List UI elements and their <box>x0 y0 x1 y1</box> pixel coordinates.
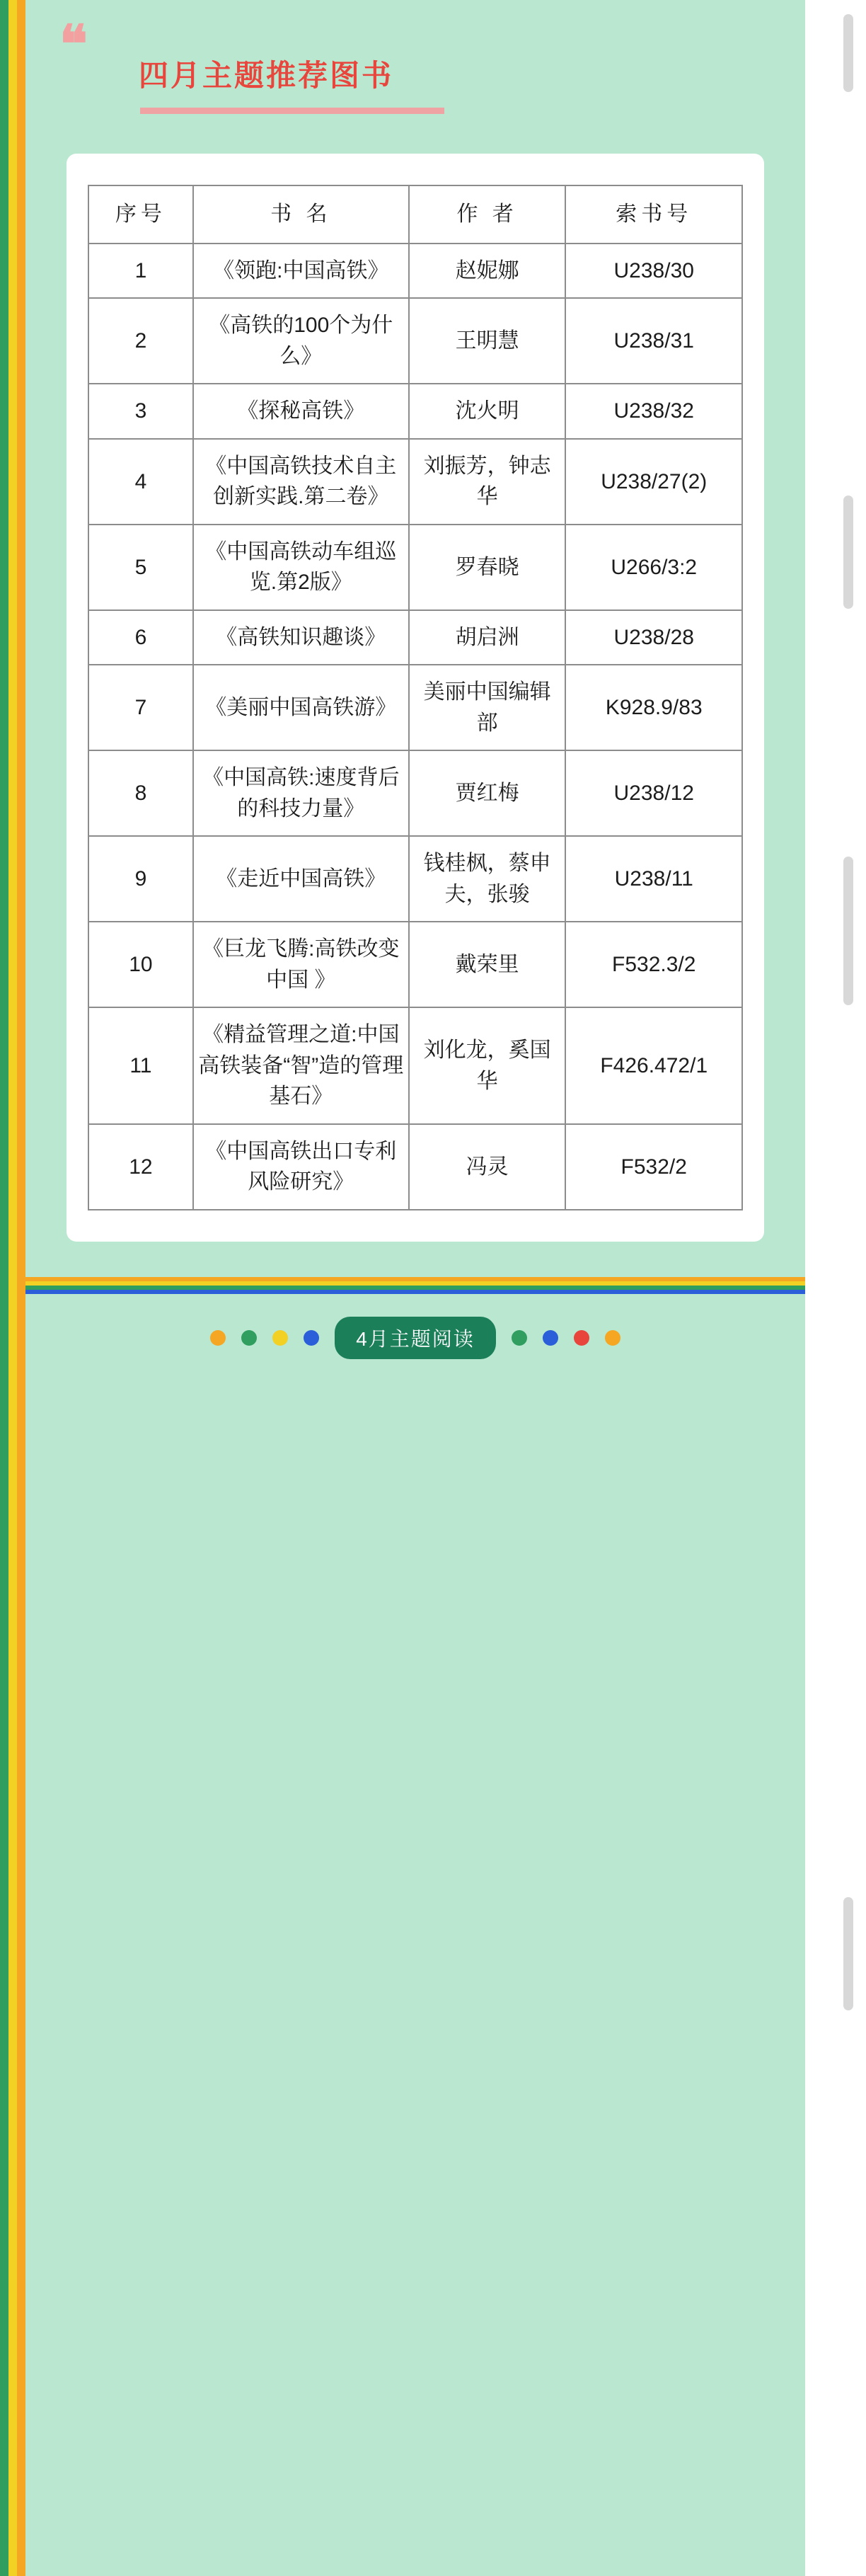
cell-no: 5 <box>88 525 193 610</box>
cell-code: U238/27(2) <box>565 439 742 525</box>
table-header-row <box>88 185 742 244</box>
cell-name: 《巨龙飞腾:高铁改变中国 》 <box>193 922 409 1007</box>
quote-icon: ❝ <box>59 14 89 75</box>
cell-author: 沈火明 <box>409 384 566 439</box>
footer-dot-yellow <box>272 1330 288 1346</box>
cell-no: 9 <box>88 836 193 922</box>
table-row <box>88 244 742 299</box>
cell-no: 2 <box>88 298 193 384</box>
cell-author: 戴荣里 <box>409 922 566 1007</box>
footer-dot-blue-2 <box>543 1330 558 1346</box>
footer-dot-orange-2 <box>605 1330 620 1346</box>
cell-name: 《中国高铁动车组巡览.第2版》 <box>193 525 409 610</box>
cell-code: U238/12 <box>565 750 742 836</box>
table-row <box>88 836 742 922</box>
cell-name: 《中国高铁:速度背后的科技力量》 <box>193 750 409 836</box>
table-row <box>88 384 742 439</box>
cell-name: 《精益管理之道:中国高铁装备“智”造的管理基石》 <box>193 1007 409 1124</box>
scrollbar-thumb-segment[interactable] <box>843 496 853 609</box>
cell-name: 《走近中国高铁》 <box>193 836 409 922</box>
scrollbar-thumb-segment[interactable] <box>843 1897 853 2010</box>
bottom-decorative-stripes <box>25 1277 805 1295</box>
cell-author: 美丽中国编辑部 <box>409 665 566 750</box>
cell-name: 《探秘高铁》 <box>193 384 409 439</box>
cell-code: F426.472/1 <box>565 1007 742 1124</box>
table-row <box>88 665 742 750</box>
footer-label: 4月主题阅读 <box>335 1317 496 1359</box>
cell-no: 12 <box>88 1124 193 1210</box>
left-decorative-stripes <box>0 0 25 2576</box>
column-header-name: 书 名 <box>193 185 409 244</box>
footer-dot-red <box>574 1330 589 1346</box>
cell-no: 7 <box>88 665 193 750</box>
book-table <box>88 185 743 1210</box>
cell-author: 钱桂枫，蔡申夫，张骏 <box>409 836 566 922</box>
scrollbar-thumb-segment[interactable] <box>843 14 853 92</box>
column-header-code: 索书号 <box>565 185 742 244</box>
stripe-green <box>0 0 8 2576</box>
cell-name: 《美丽中国高铁游》 <box>193 665 409 750</box>
cell-code: U266/3:2 <box>565 525 742 610</box>
book-table-card <box>67 154 764 1242</box>
content-panel <box>25 0 805 2576</box>
title-block <box>25 0 805 114</box>
cell-no: 8 <box>88 750 193 836</box>
footer-dot-green-2 <box>512 1330 527 1346</box>
cell-code: U238/32 <box>565 384 742 439</box>
cell-code: U238/28 <box>565 610 742 665</box>
footer-dot-blue <box>304 1330 319 1346</box>
table-row <box>88 750 742 836</box>
footer-bar <box>25 1295 805 1380</box>
cell-code: U238/11 <box>565 836 742 922</box>
cell-author: 胡启洲 <box>409 610 566 665</box>
scrollbar-thumb-segment[interactable] <box>843 857 853 1005</box>
cell-name: 《中国高铁出口专利风险研究》 <box>193 1124 409 1210</box>
page-title: 四月主题推荐图书 <box>139 59 394 92</box>
cell-code: F532/2 <box>565 1124 742 1210</box>
cell-no: 3 <box>88 384 193 439</box>
right-gutter <box>805 0 866 2576</box>
cell-no: 4 <box>88 439 193 525</box>
cell-code: K928.9/83 <box>565 665 742 750</box>
table-row <box>88 610 742 665</box>
table-row <box>88 298 742 384</box>
cell-no: 1 <box>88 244 193 299</box>
cell-author: 王明慧 <box>409 298 566 384</box>
table-row <box>88 922 742 1007</box>
cell-author: 冯灵 <box>409 1124 566 1210</box>
table-row <box>88 439 742 525</box>
cell-name: 《高铁知识趣谈》 <box>193 610 409 665</box>
stripe-orange <box>17 0 25 2576</box>
cell-name: 《中国高铁技术自主创新实践.第二卷》 <box>193 439 409 525</box>
table-row <box>88 1124 742 1210</box>
column-header-no: 序号 <box>88 185 193 244</box>
title-underline <box>140 108 444 114</box>
column-header-author: 作 者 <box>409 185 566 244</box>
cell-code: U238/30 <box>565 244 742 299</box>
table-row <box>88 1007 742 1124</box>
cell-author: 罗春晓 <box>409 525 566 610</box>
table-row <box>88 525 742 610</box>
cell-code: F532.3/2 <box>565 922 742 1007</box>
cell-author: 刘振芳，钟志华 <box>409 439 566 525</box>
cell-name: 《高铁的100个为什么》 <box>193 298 409 384</box>
footer-dot-orange <box>210 1330 226 1346</box>
scrollbar[interactable] <box>843 0 853 2576</box>
cell-author: 贾红梅 <box>409 750 566 836</box>
bottom-stripe-blue <box>25 1290 805 1294</box>
cell-no: 11 <box>88 1007 193 1124</box>
cell-no: 10 <box>88 922 193 1007</box>
footer-dot-green <box>241 1330 257 1346</box>
cell-name: 《领跑:中国高铁》 <box>193 244 409 299</box>
cell-no: 6 <box>88 610 193 665</box>
cell-author: 刘化龙，奚国华 <box>409 1007 566 1124</box>
stripe-yellow <box>8 0 17 2576</box>
cell-code: U238/31 <box>565 298 742 384</box>
cell-author: 赵妮娜 <box>409 244 566 299</box>
